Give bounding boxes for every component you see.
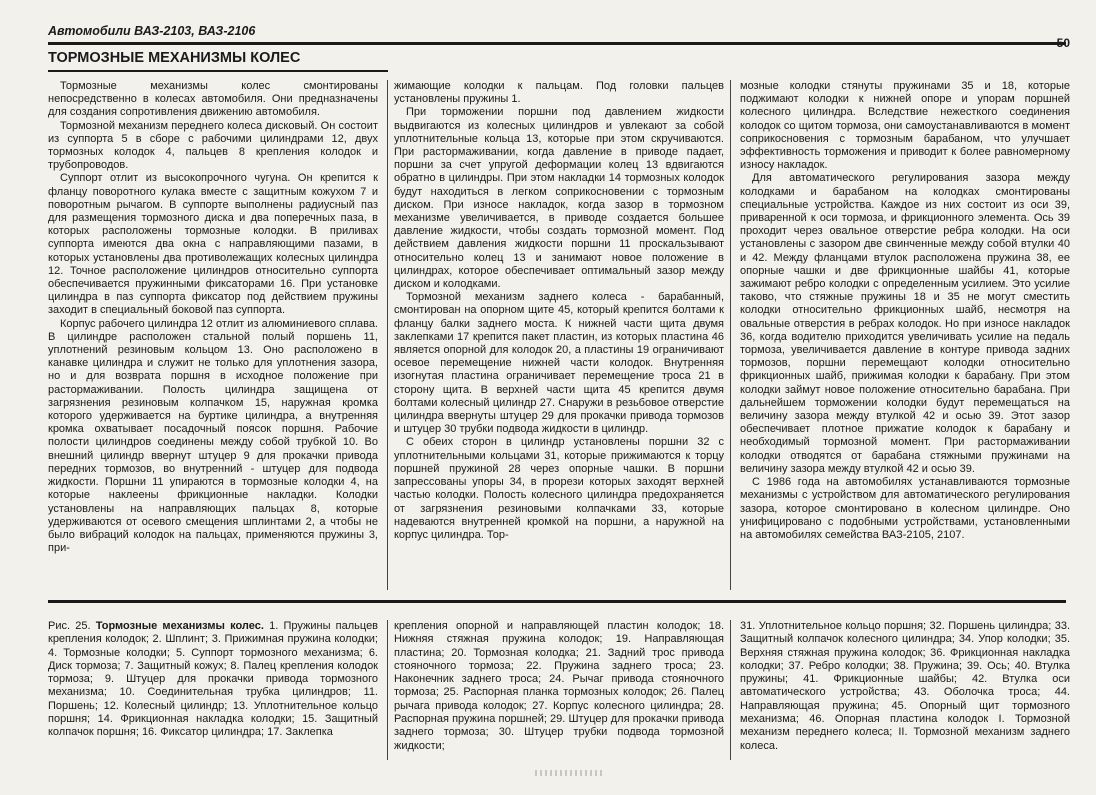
paragraph: Тормозной механизм заднего колеса - барабанный, смонтирован на опорном щите 45, который крепится болтами к фланцу балки заднего моста. К нижней части щита двумя заклепками 17 крепится пакет пластин, из которых пластина 46 является опорной для колодок 20, а пластины 19 ограничивают осевое перемещение нижней части колодок. Внутренняя изогнутая пластина ограничивает перемещение троса 21 в сторону щита. В верхней части щита 45 крепится двумя болтами колесный цилиндр 27. Снаружи в резьбовое отверстие цилиндра ввернуты штуцер 29 для прокачки привода тормозов и штуцер 30 трубки подвода жидкости в цилиндр. xyxy=(394,291,724,436)
paragraph: С 1986 года на автомобилях устанавливаются тормозные механизмы с устройством для автоматического регулирования зазора, которое смонтировано в колесном цилиндре. Оно унифицировано с подобными устройствами, установленными на автомобилях семейства ВАЗ-2105, 2107. xyxy=(740,476,1070,541)
caption-column-2 xyxy=(387,620,731,760)
paragraph: С обеих сторон в цилиндр установлены поршни 32 с уплотнительными кольцами 31, которые прижимаются к торцу поршней пружиной 28 через опорные чашки. В поршни запрессованы упоры 34, в прорези которых заходят верхней частью колодки. Полость колесного цилиндра предохраняется от загрязнения резиновыми колпачками 33, которые надеваются внутренней кромкой на поршни, а наружной на корпус цилиндра. Тор- xyxy=(394,436,724,541)
caption-text: крепления опорной и направляющей пластин колодок; 18. Нижняя стяжная пружина колодок; 19. Направляющая пластина; 20. Тормозная колодка; 21. Задний трос привода стояночного тормоза; 22. Пружина заднего троса; 23. Наконечник заднего троса; 24. Рычаг привода стояночного тормоза; 25. Распорная планка тормозных колодок; 26. Палец рычага привода колодок; 27. Корпус колесного цилиндра; 28. Распорная пружина поршней; 29. Штуцер для прокачки привода заднего тормоза; 30. Штуцер трубки подвода тормозной жидкости; xyxy=(394,620,724,752)
body-text-columns xyxy=(48,80,1070,590)
caption-title: Тормозные механизмы колес. xyxy=(95,620,264,632)
header-rule xyxy=(48,42,1066,45)
caption-separator-rule xyxy=(48,600,1066,603)
section-title: ТОРМОЗНЫЕ МЕХАНИЗМЫ КОЛЕС xyxy=(48,50,301,66)
caption-text: 1. Пружины пальцев крепления колодок; 2. Шплинт; 3. Прижимная пружина колодки; 4. Тормозные колодки; 5. Суппорт тормозного механизма; 6. Диск тормоза; 7. Защитный кожух; 8. Палец крепления колодок тормоза; 9. Штуцер для прокачки привода тормозного механизма; 10. Соединительная трубка цилиндров; 11. Поршень; 12. Колесный цилиндр; 13. Уплотнительное кольцо поршня; 14. Фрикционная накладка колодки; 15. Защитный колпачок поршня; 16. Фиксатор цилиндра; 17. Заклепка xyxy=(48,620,378,739)
figure-caption xyxy=(48,620,1070,760)
paragraph: Тормозной механизм переднего колеса дисковый. Он состоит из суппорта 5 в сборе с рабочими цилиндрами 12, двух тормозных колодок 4, пальцев 8 крепления колодок и трубопроводов. xyxy=(48,119,378,172)
paragraph: При торможении поршни под давлением жидкости выдвигаются из колесных цилиндров и увлекают за собой уплотнительные кольца 13, которые при этом скручиваются. При растормаживании, когда давление в приводе падает, поршни за счет упругой деформации колец 13 вдвигаются обратно в цилиндры. При этом накладки 14 тормозных колодок будут находиться в легком соприкосновении с тормозным диском. При износе накладок, когда зазор в тормозном механизме увеличивается, в приводе создается большее давление жидкости, чтобы создать тормозной момент. Под действием давления жидкости поршни 11 проскальзывают относительно колец 13 и занимают новое положение в цилиндрах, которое обеспечивает оптимальный зазор между диском и колодками. xyxy=(394,106,724,291)
text-column-1 xyxy=(48,80,378,590)
paragraph: Суппорт отлит из высокопрочного чугуна. Он крепится к фланцу поворотного кулака вместе с защитным кожухом 7 и поворотным рычагом. В суппорте выполнены радиусный паз для размещения тормозного диска и два поперечных паза, в которых расположены тормозные колодки. В приливах суппорта имеются два окна с направляющими пазами, в которых установлены два противолежащих колесных цилиндра 12. Точное расположение цилиндров относительно суппорта обеспечивается пружинными фиксаторами 16. При установке цилиндра в паз суппорта фиксатор под действием пружины заходит в специальный боковой паз суппорта. xyxy=(48,172,378,317)
paragraph: Корпус рабочего цилиндра 12 отлит из алюминиевого сплава. В цилиндре расположен стальной полый поршень 11, уплотнений резиновым кольцом 13. Оно расположено в канавке цилиндра и служит не только для уплотнения зазора, но и для возврата поршня в исходное положение при растормаживании. Полость цилиндра защищена от загрязнения резиновым колпачком 15, наружная кромка которого удерживается на буртике цилиндра, а внутренняя кромка охватывает посадочный поясок поршня. Рабочие полости цилиндров соединены между собой трубкой 10. Во внешний цилиндр ввернут штуцер 9 для прокачки привода передних тормозов, во внутренний - штуцер для подвода жидкости. Поршни 11 упираются в тормозные колодки 4, на которые наклеены фрикционные накладки. Колодки установлены на направляющих пальцах 8, которые удерживаются от осевого смещения шплинтами 2, а чтобы не было вибраций колодок на пальцах, применяются пружины 3, при- xyxy=(48,317,378,555)
caption-column-3 xyxy=(740,620,1070,760)
text-column-3 xyxy=(740,80,1070,590)
caption-prefix: Рис. 25. xyxy=(48,620,91,632)
paragraph: мозные колодки стянуты пружинами 35 и 18, которые поджимают колодки к нижней опоре и упорам поршней колесного цилиндра. Вследствие нежесткого соединения колодок со щитом тормоза, они самоустанавливаются в момент соприкосновения с тормозным барабаном, что улучшает эффективность торможения и приводит к более равномерному износу накладок. xyxy=(740,80,1070,172)
running-header-title: Автомобили ВАЗ-2103, ВАЗ-2106 xyxy=(48,24,256,38)
caption-text: 31. Уплотнительное кольцо поршня; 32. Поршень цилиндра; 33. Защитный колпачок колесного цилиндра; 34. Упор колодки; 35. Верхняя стяжная пружина колодок; 36. Фрикционная накладка колодки; 37. Ребро колодки; 38. Пружина; 39. Ось; 40. Втулка пружины; 41. Фрикционные шайбы; 42. Втулка оси автоматического устройства; 43. Оболочка троса; 44. Направляющая пружина; 45. Опорный щит тормозного механизма; 46. Опорная пластина колодок I. Тормозной механизм переднего колеса; II. Тормозной механизм заднего колеса. xyxy=(740,620,1070,752)
paragraph: Тормозные механизмы колес смонтированы непосредственно в колесах автомобиля. Они предназначены для создания сопротивления движению автомобиля. xyxy=(48,80,378,119)
page-number: 50 xyxy=(1056,36,1070,50)
title-underline xyxy=(48,70,388,72)
text-column-2 xyxy=(387,80,731,590)
paragraph: Для автоматического регулирования зазора между колодками и барабаном на колодках смонтированы специальные устройства. Каждое из них состоит из оси 39, приваренной к оси тормоза, и фрикционного элемента. Ось 39 проходит через овальное отверстие ребра колодки. На оси установлены с зазором две свинченные между собой втулки 40 и 42. Между фланцами втулок расположена пружина 38, ее опорные чашки и две фрикционные шайбы 41, которые зажимают ребро колодки с определенным усилием. Это усилие таково, что стяжные пружины 18 и 35 не могут сместить колодки относительно фрикционных шайб, несмотря на овальные отверстия в ребрах колодок. Но при износе накладок 36, когда водителю приходится увеличивать усилие на педаль тормоза, увеличивается давление в контуре привода задних тормозов, поршни перемещают колодки относительно фрикционных шайб, прижимая колодки к барабану. При этом колодки займут новое положение относительно барабана. При дальнейшем торможении колодки будут перемещаться на величину зазора между втулкой 42 и осью 39. Этот зазор обеспечивает плотное прижатие колодок к барабану и необходимый тормозной момент. При растормаживании колодки отводятся от барабана стяжными пружинами на величину зазора между втулкой 42 и осью 39. xyxy=(740,172,1070,475)
caption-column-1 xyxy=(48,620,378,760)
paragraph: жимающие колодки к пальцам. Под головки пальцев установлены пружины 1. xyxy=(394,80,724,106)
scan-smudge xyxy=(535,770,605,776)
